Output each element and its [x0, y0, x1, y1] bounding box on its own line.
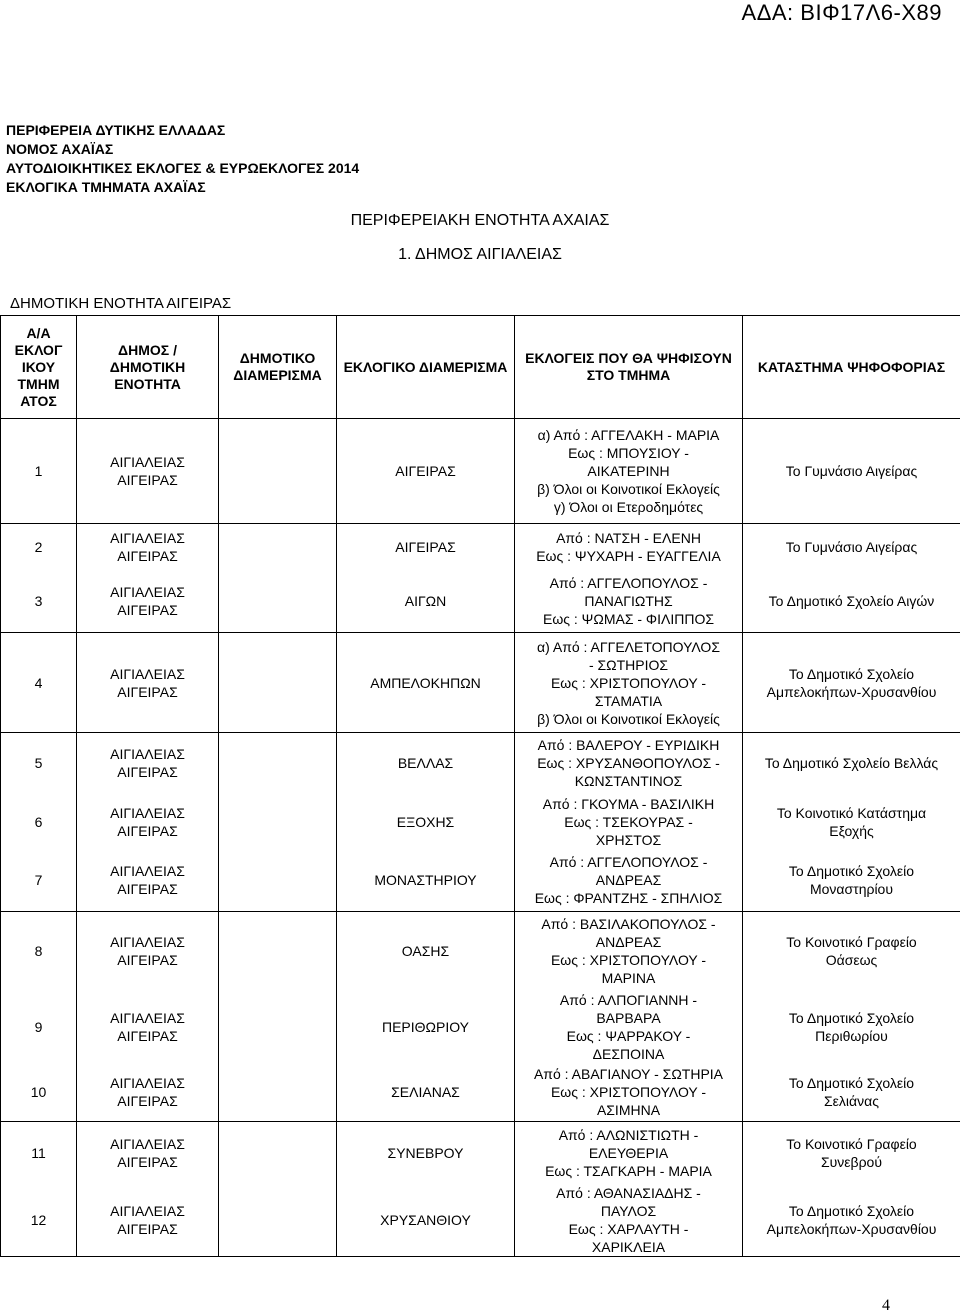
polling-place-cell-line: Εξοχής: [829, 822, 874, 839]
voters-cell-line: Από : ΑΓΓΕΛΟΠΟΥΛΟΣ -: [549, 575, 708, 592]
table-row: [1, 571, 960, 633]
section-number: [1, 571, 77, 633]
voters-cell-line: ΑΣΙΜΗΝΑ: [596, 1101, 661, 1118]
section-number: [1, 1184, 77, 1257]
polling-place-cell: [743, 912, 960, 991]
municipality-cell: [77, 1184, 219, 1257]
voters-cell-line: ΕΛΕΥΘΕΡΙΑ: [588, 1144, 669, 1161]
voters-cell-line: Εως : ΧΡΙΣΤΟΠΟΥΛΟΥ -: [550, 1083, 707, 1100]
table-row: [1, 1063, 960, 1122]
municipal-district-cell: [219, 912, 337, 991]
municipality-cell-line: ΑΙΓΙΑΛΕΙΑΣ: [110, 1009, 185, 1026]
voters-cell: [515, 1122, 743, 1184]
polling-place-cell: [743, 571, 960, 633]
voters-cell-line: Από : ΑΒΑΓΙΑΝΟΥ - ΣΩΤΗΡΙΑ: [533, 1065, 724, 1082]
table-row: [1, 850, 960, 912]
table-row: [1, 524, 960, 571]
section-number: [1, 524, 77, 571]
municipality-cell-line: ΑΙΓΙΑΛΕΙΑΣ: [110, 665, 185, 682]
municipality-cell-line: ΑΙΓΙΑΛΕΙΑΣ: [110, 1135, 185, 1152]
col-header-number: Α/Α ΕΚΛΟΓ ΙΚΟΥ ΤΜΗΜ ΑΤΟΣ: [1, 316, 77, 419]
voters-cell-line: β) Όλοι οι Κοινοτικοί Εκλογείς: [537, 710, 720, 727]
municipality-cell-line: ΑΙΓΙΑΛΕΙΑΣ: [110, 454, 185, 470]
section-number: [1, 1063, 77, 1122]
voters-cell-line: Από : ΒΑΣΙΛΑΚΟΠΟΥΛΟΣ -: [541, 916, 716, 933]
header-line-sections: ΕΚΛΟΓΙΚΑ ΤΜΗΜΑΤΑ ΑΧΑΪΑΣ: [6, 179, 206, 195]
section-number: [1, 794, 77, 850]
voters-cell-line: Εως : ΧΡΙΣΤΟΠΟΥΛΟΥ -: [550, 674, 707, 691]
electoral-district-cell: [337, 912, 515, 991]
voters-cell-line: ΒΑΡΒΑΡΑ: [596, 1009, 661, 1026]
section-number-line: 12: [30, 1211, 47, 1228]
col-header-municipal-district: ΔΗΜΟΤΙΚΟ ΔΙΑΜΕΡΙΣΜΑ: [219, 316, 337, 419]
electoral-district-cell-line: ΠΕΡΙΘΩΡΙΟΥ: [381, 1018, 470, 1035]
voters-cell-line: ΜΑΡΙΝΑ: [601, 970, 656, 987]
voters-cell-line: Εως : ΨΩΜΑΣ - ΦΙΛΙΠΠΟΣ: [542, 611, 714, 628]
municipality-cell-line: ΑΙΓΙΑΛΕΙΑΣ: [110, 1074, 185, 1091]
voters-cell-line: Από : ΓΚΟΥΜΑ - ΒΑΣΙΛΙΚΗ: [542, 795, 715, 812]
voters-cell-line: Εως : ΤΣΑΓΚΑΡΗ - ΜΑΡΙΑ: [545, 1162, 712, 1179]
table-header-row: [1, 316, 960, 419]
polling-place-cell: [743, 1122, 960, 1184]
municipality-cell-line: ΑΙΓΕΙΡΑΣ: [117, 472, 178, 488]
section-number-line: 8: [34, 943, 43, 960]
section-number: [1, 991, 77, 1063]
header-line-prefecture: ΝΟΜΟΣ ΑΧΑΪΑΣ: [6, 141, 114, 157]
electoral-district-cell: [337, 733, 515, 794]
electoral-district-cell-line: ΣΥΝΕΒΡΟΥ: [387, 1144, 464, 1161]
electoral-district-cell: [337, 571, 515, 633]
polling-place-cell-line: Μοναστηρίου: [809, 881, 893, 898]
electoral-district-cell: [337, 1184, 515, 1257]
electoral-district-cell: [337, 991, 515, 1063]
electoral-district-cell: [337, 419, 515, 524]
polling-place-cell-line: Περιθωρίου: [815, 1027, 888, 1044]
voters-cell-line: γ) Όλοι οι Ετεροδημότες: [553, 499, 704, 515]
municipal-district-cell: [219, 633, 337, 733]
polling-place-cell-line: Το Κοινοτικό Γραφείο: [786, 1135, 917, 1152]
col-header-municipality: ΔΗΜΟΣ / ΔΗΜΟΤΙΚΗ ΕΝΟΤΗΤΑ: [77, 316, 219, 419]
table-row: [1, 733, 960, 794]
electoral-district-cell-line: ΜΟΝΑΣΤΗΡΙΟΥ: [374, 872, 477, 889]
municipality-cell-line: ΑΙΓΕΙΡΑΣ: [117, 1153, 178, 1170]
electoral-district-cell: [337, 794, 515, 850]
polling-place-cell-line: Το Κοινοτικό Κατάστημα: [776, 804, 927, 821]
voters-cell-line: ΚΩΝΣΤΑΝΤΙΝΟΣ: [574, 773, 683, 790]
voters-cell-line: ΑΝΔΡΕΑΣ: [595, 872, 662, 889]
voters-cell-line: Εως : ΧΡΙΣΤΟΠΟΥΛΟΥ -: [550, 952, 707, 969]
electoral-district-cell-line: ΕΞΟΧΗΣ: [396, 813, 455, 830]
voters-cell-line: Εως : ΧΡΥΣΑΝΘΟΠΟΥΛΟΣ -: [537, 755, 720, 772]
polling-place-cell-line: Το Γυμνάσιο Αιγείρας: [785, 539, 918, 556]
table-row: [1, 633, 960, 733]
municipal-district-cell: [219, 794, 337, 850]
voters-cell-line: Εως : ΧΑΡΛΑΥΤΗ -: [568, 1220, 689, 1237]
section-number-line: 7: [34, 872, 43, 889]
electoral-district-cell-line: ΑΙΓΩΝ: [404, 593, 447, 610]
polling-place-cell-line: Το Δημοτικό Σχολείο: [788, 1009, 915, 1026]
section-number-line: 2: [34, 539, 43, 556]
table-row: [1, 991, 960, 1063]
polling-place-cell: [743, 794, 960, 850]
electoral-district-cell: [337, 1063, 515, 1122]
section-number-line: 4: [34, 674, 43, 691]
voters-cell-line: ΧΡΗΣΤΟΣ: [595, 831, 662, 848]
municipality-cell: [77, 733, 219, 794]
voters-cell-line: Εως : ΨΑΡΡΑΚΟΥ -: [566, 1027, 691, 1044]
electoral-district-cell: [337, 850, 515, 912]
section-number: [1, 850, 77, 912]
polling-place-cell-line: Το Δημοτικό Σχολείο: [788, 863, 915, 880]
polling-place-cell-line: Αμπελοκήπων-Χρυσανθίου: [766, 683, 937, 700]
municipality-cell: [77, 850, 219, 912]
municipality-cell: [77, 633, 219, 733]
municipality-cell: [77, 1063, 219, 1122]
voters-cell-line: ΧΑΡΙΚΛΕΙΑ: [591, 1238, 666, 1255]
polling-place-cell-line: Το Δημοτικό Σχολείο Αιγών: [768, 593, 935, 610]
municipality-cell-line: ΑΙΓΕΙΡΑΣ: [117, 822, 178, 839]
voters-cell-line: ΑΝΔΡΕΑΣ: [595, 934, 662, 951]
voters-cell-line: ΣΤΑΜΑΤΙΑ: [594, 692, 663, 709]
voters-cell: [515, 571, 743, 633]
municipality-title: 1. ΔΗΜΟΣ ΑΙΓΙΑΛΕΙΑΣ: [398, 246, 562, 263]
municipality-cell-line: ΑΙΓΕΙΡΑΣ: [117, 683, 178, 700]
voters-cell: [515, 1063, 743, 1122]
page-number: 4: [882, 1297, 890, 1314]
municipality-cell-line: ΑΙΓΕΙΡΑΣ: [117, 764, 178, 781]
col-header-polling-place: ΚΑΤΑΣΤΗΜΑ ΨΗΦΟΦΟΡΙΑΣ: [743, 316, 960, 419]
municipality-cell-line: ΑΙΓΕΙΡΑΣ: [117, 1027, 178, 1044]
voters-cell-line: α) Από : ΑΓΓΕΛΑΚΗ - ΜΑΡΙΑ: [537, 427, 720, 443]
section-number-line: 9: [34, 1018, 43, 1035]
section-number: [1, 912, 77, 991]
section-number: [1, 733, 77, 794]
polling-place-cell: [743, 1184, 960, 1257]
table-row: [1, 1184, 960, 1257]
voters-cell: [515, 419, 743, 524]
municipal-district-cell: [219, 1063, 337, 1122]
municipality-cell: [77, 794, 219, 850]
municipality-cell: [77, 912, 219, 991]
municipal-district-cell: [219, 524, 337, 571]
polling-place-cell: [743, 1063, 960, 1122]
section-number-line: 3: [34, 593, 43, 610]
electoral-district-cell-line: ΟΑΣΗΣ: [401, 943, 450, 960]
table-row: [1, 912, 960, 991]
electoral-district-cell: [337, 1122, 515, 1184]
municipality-cell-line: ΑΙΓΕΙΡΑΣ: [117, 1220, 178, 1237]
municipal-district-cell: [219, 571, 337, 633]
voters-cell-line: β) Όλοι οι Κοινοτικοί Εκλογείς: [537, 481, 720, 497]
section-number-line: 11: [31, 1144, 46, 1161]
voters-cell: [515, 524, 743, 571]
voters-cell: [515, 633, 743, 733]
municipality-cell-line: ΑΙΓΕΙΡΑΣ: [117, 881, 178, 898]
ada-code: ΑΔΑ: ΒΙΦ17Λ6-Χ89: [741, 0, 942, 25]
voters-cell-line: Εως : ΤΣΕΚΟΥΡΑΣ -: [564, 813, 693, 830]
section-number-line: 6: [34, 813, 43, 830]
polling-place-cell-line: Σελιάνας: [824, 1092, 879, 1109]
voters-cell-line: Εως : ΜΠΟΥΣΙΟΥ -: [568, 445, 689, 461]
electoral-district-cell-line: ΑΙΓΕΙΡΑΣ: [395, 463, 456, 479]
electoral-district-cell-line: ΒΕΛΛΑΣ: [397, 755, 454, 772]
voters-cell-line: Από : ΑΛΩΝΙΣΤΙΩΤΗ -: [558, 1126, 699, 1143]
polling-place-cell-line: Το Δημοτικό Σχολείο: [788, 1074, 915, 1091]
section-number: [1, 633, 77, 733]
polling-place-cell-line: Το Κοινοτικό Γραφείο: [786, 934, 917, 951]
electoral-district-cell-line: ΑΜΠΕΛΟΚΗΠΩΝ: [370, 674, 481, 691]
section-number-line: 5: [34, 755, 43, 772]
header-line-elections: ΑΥΤΟΔΙΟΙΚΗΤΙΚΕΣ ΕΚΛΟΓΕΣ & ΕΥΡΩΕΚΛΟΓΕΣ 2014: [6, 160, 360, 176]
municipality-cell-line: ΑΙΓΕΙΡΑΣ: [117, 1092, 178, 1109]
polling-place-cell: [743, 524, 960, 571]
voters-cell: [515, 850, 743, 912]
municipal-unit-title: ΔΗΜΟΤΙΚΗ ΕΝΟΤΗΤΑ ΑΙΓΕΙΡΑΣ: [10, 295, 232, 312]
municipality-cell-line: ΑΙΓΕΙΡΑΣ: [117, 952, 178, 969]
polling-place-cell-line: Το Δημοτικό Σχολείο: [788, 1202, 915, 1219]
voters-cell-line: Εως : ΦΡΑΝΤΖΗΣ - ΣΠΗΛΙΟΣ: [534, 890, 723, 907]
voters-cell-line: α) Από : ΑΓΓΕΛΕΤΟΠΟΥΛΟΣ: [537, 638, 720, 655]
voters-cell: [515, 991, 743, 1063]
municipality-cell-line: ΑΙΓΙΑΛΕΙΑΣ: [110, 584, 185, 601]
municipal-district-cell: [219, 850, 337, 912]
municipality-cell: [77, 419, 219, 524]
municipality-cell: [77, 524, 219, 571]
section-number: [1, 419, 77, 524]
section-number-line: 10: [30, 1083, 47, 1100]
voters-cell: [515, 912, 743, 991]
municipal-district-cell: [219, 419, 337, 524]
voters-cell-line: ΠΑΝΑΓΙΩΤΗΣ: [584, 593, 673, 610]
col-header-voters: ΕΚΛΟΓΕΙΣ ΠΟΥ ΘΑ ΨΗΦΙΣΟΥΝ ΣΤΟ ΤΜΗΜΑ: [515, 316, 743, 419]
electoral-district-cell-line: ΣΕΛΙΑΝΑΣ: [391, 1083, 460, 1100]
municipality-cell-line: ΑΙΓΙΑΛΕΙΑΣ: [110, 934, 185, 951]
section-number-line: 1: [34, 463, 43, 479]
voters-cell-line: ΑΙΚΑΤΕΡΙΝΗ: [587, 463, 670, 479]
polling-place-cell: [743, 419, 960, 524]
table-row: [1, 419, 960, 524]
municipality-cell-line: ΑΙΓΙΑΛΕΙΑΣ: [110, 530, 185, 547]
col-header-electoral-district: ΕΚΛΟΓΙΚΟ ΔΙΑΜΕΡΙΣΜΑ: [337, 316, 515, 419]
document-header: [6, 121, 359, 197]
polling-place-cell-line: Το Δημοτικό Σχολείο Βελλάς: [764, 755, 939, 772]
header-line-region: ΠΕΡΙΦΕΡΕΙΑ ΔΥΤΙΚΗΣ ΕΛΛΑΔΑΣ: [6, 122, 226, 138]
municipality-cell-line: ΑΙΓΙΑΛΕΙΑΣ: [110, 1202, 185, 1219]
polling-place-cell: [743, 991, 960, 1063]
section-number: [1, 1122, 77, 1184]
table-row: [1, 794, 960, 850]
electoral-district-cell-line: ΧΡΥΣΑΝΘΙΟΥ: [380, 1211, 471, 1228]
municipal-district-cell: [219, 991, 337, 1063]
voters-cell-line: ΔΕΣΠΟΙΝΑ: [592, 1045, 665, 1062]
polling-place-cell-line: Αμπελοκήπων-Χρυσανθίου: [766, 1220, 937, 1237]
municipality-cell-line: ΑΙΓΙΑΛΕΙΑΣ: [110, 863, 185, 880]
polling-place-cell-line: Οάσεως: [825, 952, 878, 969]
table-row: [1, 1122, 960, 1184]
municipality-cell: [77, 571, 219, 633]
voters-cell: [515, 794, 743, 850]
electoral-district-cell: [337, 524, 515, 571]
municipality-cell-line: ΑΙΓΙΑΛΕΙΑΣ: [110, 746, 185, 763]
polling-place-cell: [743, 633, 960, 733]
polling-place-cell: [743, 850, 960, 912]
electoral-district-cell-line: ΑΙΓΕΙΡΑΣ: [395, 539, 456, 556]
municipal-district-cell: [219, 1184, 337, 1257]
electoral-district-cell: [337, 633, 515, 733]
regional-unit-title: ΠΕΡΙΦΕΡΕΙΑΚΗ ΕΝΟΤΗΤΑ ΑΧΑΙΑΣ: [350, 212, 610, 229]
municipal-district-cell: [219, 733, 337, 794]
voters-cell-line: Από : ΝΑΤΣΗ - ΕΛΕΝΗ: [556, 530, 701, 547]
municipality-cell-line: ΑΙΓΕΙΡΑΣ: [117, 548, 178, 565]
voters-cell-line: Από : ΑΛΠΟΓΙΑΝΝΗ -: [559, 991, 698, 1008]
voters-cell: [515, 733, 743, 794]
municipality-cell-line: ΑΙΓΕΙΡΑΣ: [117, 602, 178, 619]
voters-cell-line: Εως : ΨΥΧΑΡΗ - ΕΥΑΓΓΕΛΙΑ: [536, 548, 721, 565]
polling-stations-table: [0, 315, 960, 1257]
voters-cell-line: Από : ΑΓΓΕΛΟΠΟΥΛΟΣ -: [549, 854, 708, 871]
voters-cell: [515, 1184, 743, 1257]
polling-place-cell-line: Το Δημοτικό Σχολείο: [788, 665, 915, 682]
municipality-cell: [77, 991, 219, 1063]
municipality-cell: [77, 1122, 219, 1184]
municipal-district-cell: [219, 1122, 337, 1184]
voters-cell-line: ΠΑΥΛΟΣ: [600, 1202, 657, 1219]
municipality-cell-line: ΑΙΓΙΑΛΕΙΑΣ: [110, 804, 185, 821]
polling-place-cell-line: Το Γυμνάσιο Αιγείρας: [785, 463, 918, 479]
voters-cell-line: - ΣΩΤΗΡΙΟΣ: [588, 656, 669, 673]
voters-cell-line: Από : ΒΑΛΕΡΟΥ - ΕΥΡΙΔΙΚΗ: [537, 737, 720, 754]
voters-cell-line: Από : ΑΘΑΝΑΣΙΑΔΗΣ -: [556, 1184, 701, 1201]
polling-place-cell: [743, 733, 960, 794]
polling-place-cell-line: Συνεβρού: [820, 1153, 882, 1170]
